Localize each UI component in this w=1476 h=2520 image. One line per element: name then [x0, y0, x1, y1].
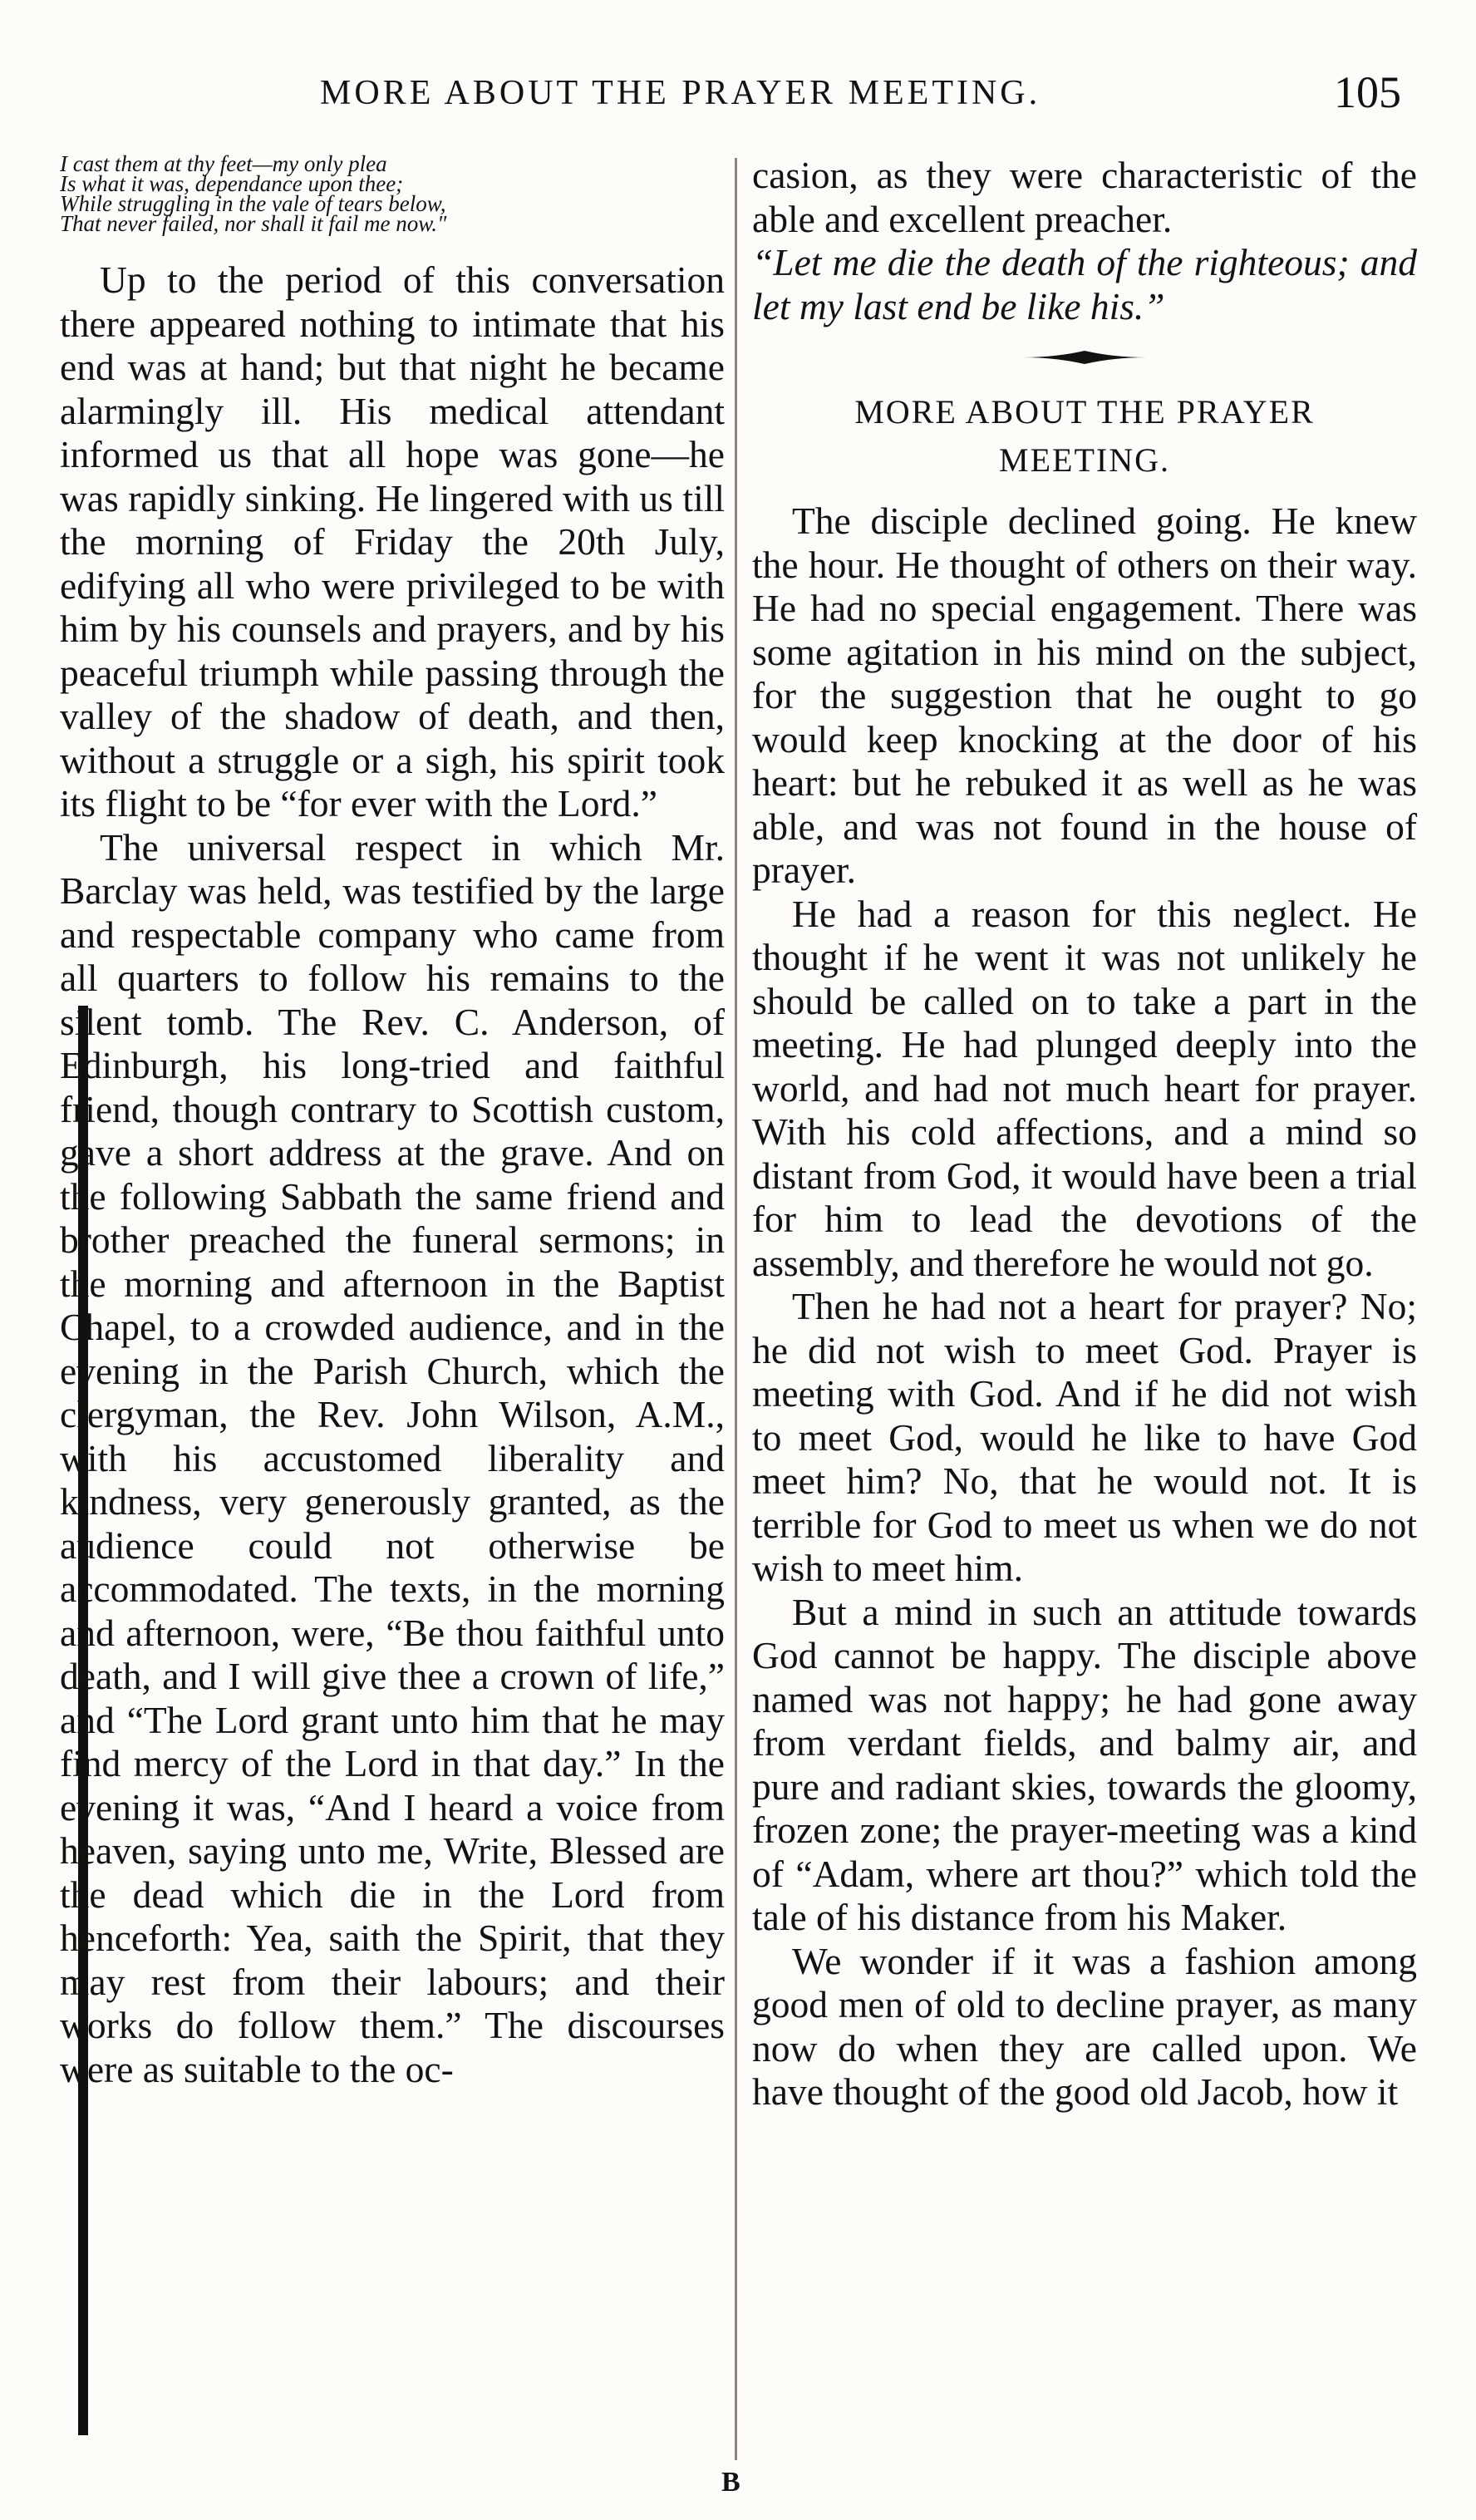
- left-column: [60, 151, 725, 2091]
- section-title-line: MORE ABOUT THE PRAYER: [854, 393, 1315, 431]
- poem-line: While struggling in the vale of tears below,: [60, 191, 446, 216]
- section-title-line: MEETING.: [999, 441, 1170, 479]
- poem-line: I cast them at thy feet—my only plea: [60, 151, 387, 176]
- continuation-text: casion, as they were characteristic of the able and excellent preacher.: [752, 154, 1417, 240]
- poem-line: Is what it was, dependance upon thee;: [60, 171, 404, 196]
- body-paragraph: Then he had not a heart for prayer? No; he did not wish to meet God. Prayer is meeting with God. And if he did not wish to meet God, would he like to have God meet him? No, that he would not. It is terrible for God to meet us when we do not wish to meet him.: [752, 1285, 1417, 1589]
- section-divider-ornament: [1022, 350, 1147, 365]
- page-number: 105: [1334, 67, 1401, 117]
- page-header: [0, 0, 1476, 125]
- body-paragraph: He had a reason for this neglect. He thought if he went it was not unlikely he should be called on to take a part in the meeting. He had plunged deeply into the world, and had not much heart for prayer. With his cold affections, and a mind so distant from God, it would have been a trial for him to lead the devotions of the assembly, and therefore he would not go.: [752, 892, 1417, 1284]
- body-paragraph: The disciple declined going. He knew the hour. He thought of others on their way. He had no special engagement. There was some agitation in his mind on the subject, for the suggestion that he ought to go would keep knocking at the door of his heart: but he rebuked it as well as he was able, and was not found in the house of prayer.: [752, 500, 1417, 891]
- body-paragraph: But a mind in such an attitude towards God cannot be happy. The disciple above named was not happy; he had gone away from verdant fields, and balmy air, and pure and radiant skies, towards the gloomy, frozen zone; the prayer-meeting was a kind of “Adam, where art thou?” which told the tale of his distance from his Maker.: [752, 1590, 1417, 1938]
- body-paragraph: We wonder if it was a fashion among good men of old to decline prayer, as many now do when they are called upon. We have thought of the good old Jacob, how it: [752, 1939, 1417, 2113]
- right-column: [752, 154, 1417, 2114]
- poem-quote: [60, 151, 725, 236]
- running-head: MORE ABOUT THE PRAYER MEETING.: [320, 74, 1041, 112]
- scripture-quote: “Let me die the death of the righteous; and let my last end be like his.”: [752, 241, 1417, 327]
- body-paragraph: The universal respect in which Mr. Barclay was held, was testified by the large and respectable company who came from all quarters to follow his remains to the silent tomb. The Rev. C. Anderson, of Edinburgh, his long-tried and faithful friend, though contrary to Scottish custom, gave a short address at the grave. And on the following Sabbath the same friend and brother preached the funeral sermons; in the morning and afternoon in the Baptist Chapel, to a crowded audience, and in the evening in the Parish Church, which the clergyman, the Rev. John Wilson, A.M., with his accustomed liberality and kindness, very generously granted, as the audience could not otherwise be accommodated. The texts, in the morning and afternoon, were, “Be thou faithful unto death, and I will give thee a crown of life,” and “The Lord grant unto him that he may find mercy of the Lord in that day.” In the evening it was, “And I heard a voice from heaven, saying unto me, Write, Blessed are the dead which die in the Lord from henceforth: Yea, saith the Spirit, that they may rest from their labours; and their works do follow them.” The discourses were as suitable to the oc-: [60, 825, 725, 2090]
- column-divider: [735, 158, 737, 2460]
- signature-mark: B: [721, 2467, 740, 2498]
- section-title: [752, 388, 1417, 485]
- body-paragraph: Up to the period of this conversation there appeared nothing to intimate that his end was at hand; but that night he became alarmingly ill. His medical attendant informed us that all hope was gone—he was rapidly sinking. He lingered with us till the morning of Friday the 20th July, edifying all who were privileged to be with him by his counsels and prayers, and by his peaceful triumph while passing through the valley of the shadow of death, and then, without a struggle or a sigh, his spirit took its flight to be “for ever with the Lord.”: [60, 258, 725, 824]
- poem-line: That never failed, nor shall it fail me now.": [60, 211, 447, 236]
